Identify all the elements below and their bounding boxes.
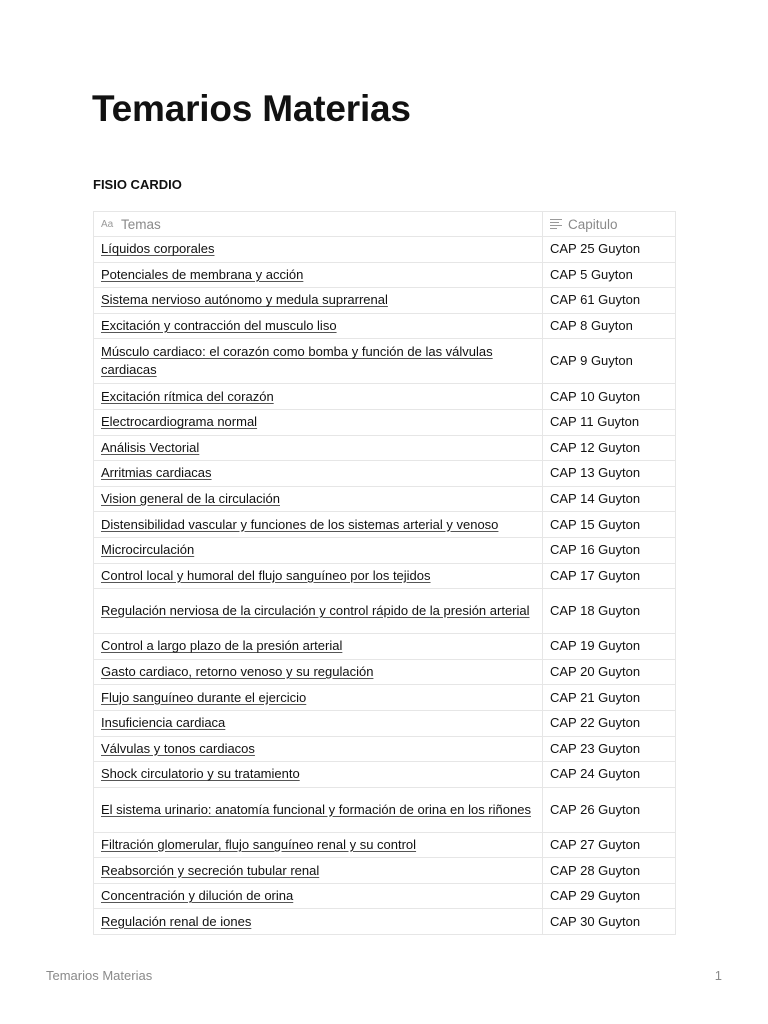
tema-cell [94,339,543,384]
table-row [94,858,676,884]
tema-link[interactable]: Regulación renal de iones [101,913,252,929]
tema-link[interactable]: Músculo cardiaco: el corazón como bomba y función de las válvulas cardiacas [101,344,493,378]
capitulo-cell: CAP 26 Guyton [543,787,676,832]
tema-cell [94,262,543,288]
tema-link[interactable]: Regulación nerviosa de la circulación y control rápido de la presión arterial [101,603,530,619]
table-row [94,461,676,487]
tema-link[interactable]: Potenciales de membrana y acción [101,266,304,282]
table-row [94,537,676,563]
table-row [94,685,676,711]
tema-link[interactable]: Excitación rítmica del corazón [101,388,274,404]
table-row [94,409,676,435]
tema-link[interactable]: Excitación y contracción del musculo liso [101,318,337,334]
header-capitulo-label: Capitulo [568,216,618,232]
tema-cell [94,384,543,410]
tema-link[interactable]: Sistema nervioso autónomo y medula suprarrenal [101,292,388,308]
table-row [94,339,676,384]
capitulo-cell: CAP 19 Guyton [543,634,676,660]
tema-link[interactable]: Control a largo plazo de la presión arterial [101,638,343,654]
topics-table [93,211,676,935]
tema-link[interactable]: Concentración y dilución de orina [101,888,294,904]
tema-link[interactable]: Distensibilidad vascular y funciones de los sistemas arterial y venoso [101,516,499,532]
table-row [94,832,676,858]
table-row [94,262,676,288]
table-row [94,787,676,832]
header-temas-label: Temas [121,216,161,232]
table-row [94,762,676,788]
capitulo-cell: CAP 5 Guyton [543,262,676,288]
tema-cell [94,685,543,711]
capitulo-cell: CAP 61 Guyton [543,288,676,314]
tema-link[interactable]: El sistema urinario: anatomía funcional y formación de orina en los riñones [101,801,531,817]
tema-cell [94,288,543,314]
table-row [94,883,676,909]
tema-cell [94,909,543,935]
table-row [94,659,676,685]
tema-cell [94,563,543,589]
tema-link[interactable]: Electrocardiograma normal [101,414,258,430]
capitulo-cell: CAP 13 Guyton [543,461,676,487]
table-row [94,634,676,660]
table-header-row [94,212,676,237]
capitulo-cell: CAP 16 Guyton [543,537,676,563]
tema-cell [94,409,543,435]
tema-cell [94,736,543,762]
text-property-icon: Aa [101,218,114,230]
table-row [94,710,676,736]
table-row [94,909,676,935]
header-temas[interactable] [94,212,543,237]
tema-link[interactable]: Reabsorción y secreción tubular renal [101,862,320,878]
text-lines-icon [550,219,562,229]
table-row [94,237,676,263]
table-row [94,563,676,589]
capitulo-cell: CAP 10 Guyton [543,384,676,410]
capitulo-cell: CAP 23 Guyton [543,736,676,762]
table-row [94,512,676,538]
footer-title: Temarios Materias [46,968,153,983]
table-row [94,435,676,461]
capitulo-cell: CAP 20 Guyton [543,659,676,685]
tema-link[interactable]: Líquidos corporales [101,241,215,257]
capitulo-cell: CAP 17 Guyton [543,563,676,589]
tema-cell [94,537,543,563]
tema-cell [94,237,543,263]
table-row [94,486,676,512]
tema-link[interactable]: Flujo sanguíneo durante el ejercicio [101,689,307,705]
capitulo-cell: CAP 28 Guyton [543,858,676,884]
tema-link[interactable]: Control local y humoral del flujo sanguíneo por los tejidos [101,567,431,583]
tema-link[interactable]: Filtración glomerular, flujo sanguíneo renal y su control [101,836,417,852]
tema-link[interactable]: Insuficiencia cardiaca [101,715,226,731]
table-row [94,384,676,410]
header-capitulo[interactable] [543,212,676,237]
capitulo-cell: CAP 24 Guyton [543,762,676,788]
tema-link[interactable]: Shock circulatorio y su tratamiento [101,766,300,782]
tema-cell [94,634,543,660]
tema-cell [94,832,543,858]
section-heading: FISIO CARDIO [93,177,182,192]
tema-cell [94,883,543,909]
capitulo-cell: CAP 8 Guyton [543,313,676,339]
capitulo-cell: CAP 18 Guyton [543,589,676,634]
tema-cell [94,461,543,487]
page-number: 1 [714,968,722,983]
capitulo-cell: CAP 12 Guyton [543,435,676,461]
capitulo-cell: CAP 15 Guyton [543,512,676,538]
capitulo-cell: CAP 25 Guyton [543,237,676,263]
capitulo-cell: CAP 21 Guyton [543,685,676,711]
tema-cell [94,858,543,884]
table-row [94,736,676,762]
tema-cell [94,486,543,512]
table-row [94,313,676,339]
tema-link[interactable]: Análisis Vectorial [101,439,200,455]
tema-link[interactable]: Vision general de la circulación [101,491,280,507]
capitulo-cell: CAP 27 Guyton [543,832,676,858]
capitulo-cell: CAP 22 Guyton [543,710,676,736]
capitulo-cell: CAP 9 Guyton [543,339,676,384]
tema-cell [94,787,543,832]
tema-cell [94,435,543,461]
tema-link[interactable]: Arritmias cardiacas [101,465,212,481]
tema-cell [94,659,543,685]
capitulo-cell: CAP 14 Guyton [543,486,676,512]
tema-cell [94,589,543,634]
capitulo-cell: CAP 30 Guyton [543,909,676,935]
capitulo-cell: CAP 11 Guyton [543,409,676,435]
tema-cell [94,710,543,736]
page-title: Temarios Materias [92,88,411,129]
tema-cell [94,512,543,538]
tema-cell [94,313,543,339]
tema-link[interactable]: Gasto cardiaco, retorno venoso y su regulación [101,664,374,680]
table-row [94,589,676,634]
tema-link[interactable]: Válvulas y tonos cardiacos [101,740,255,756]
table-row [94,288,676,314]
capitulo-cell: CAP 29 Guyton [543,883,676,909]
tema-link[interactable]: Microcirculación [101,542,195,558]
tema-cell [94,762,543,788]
